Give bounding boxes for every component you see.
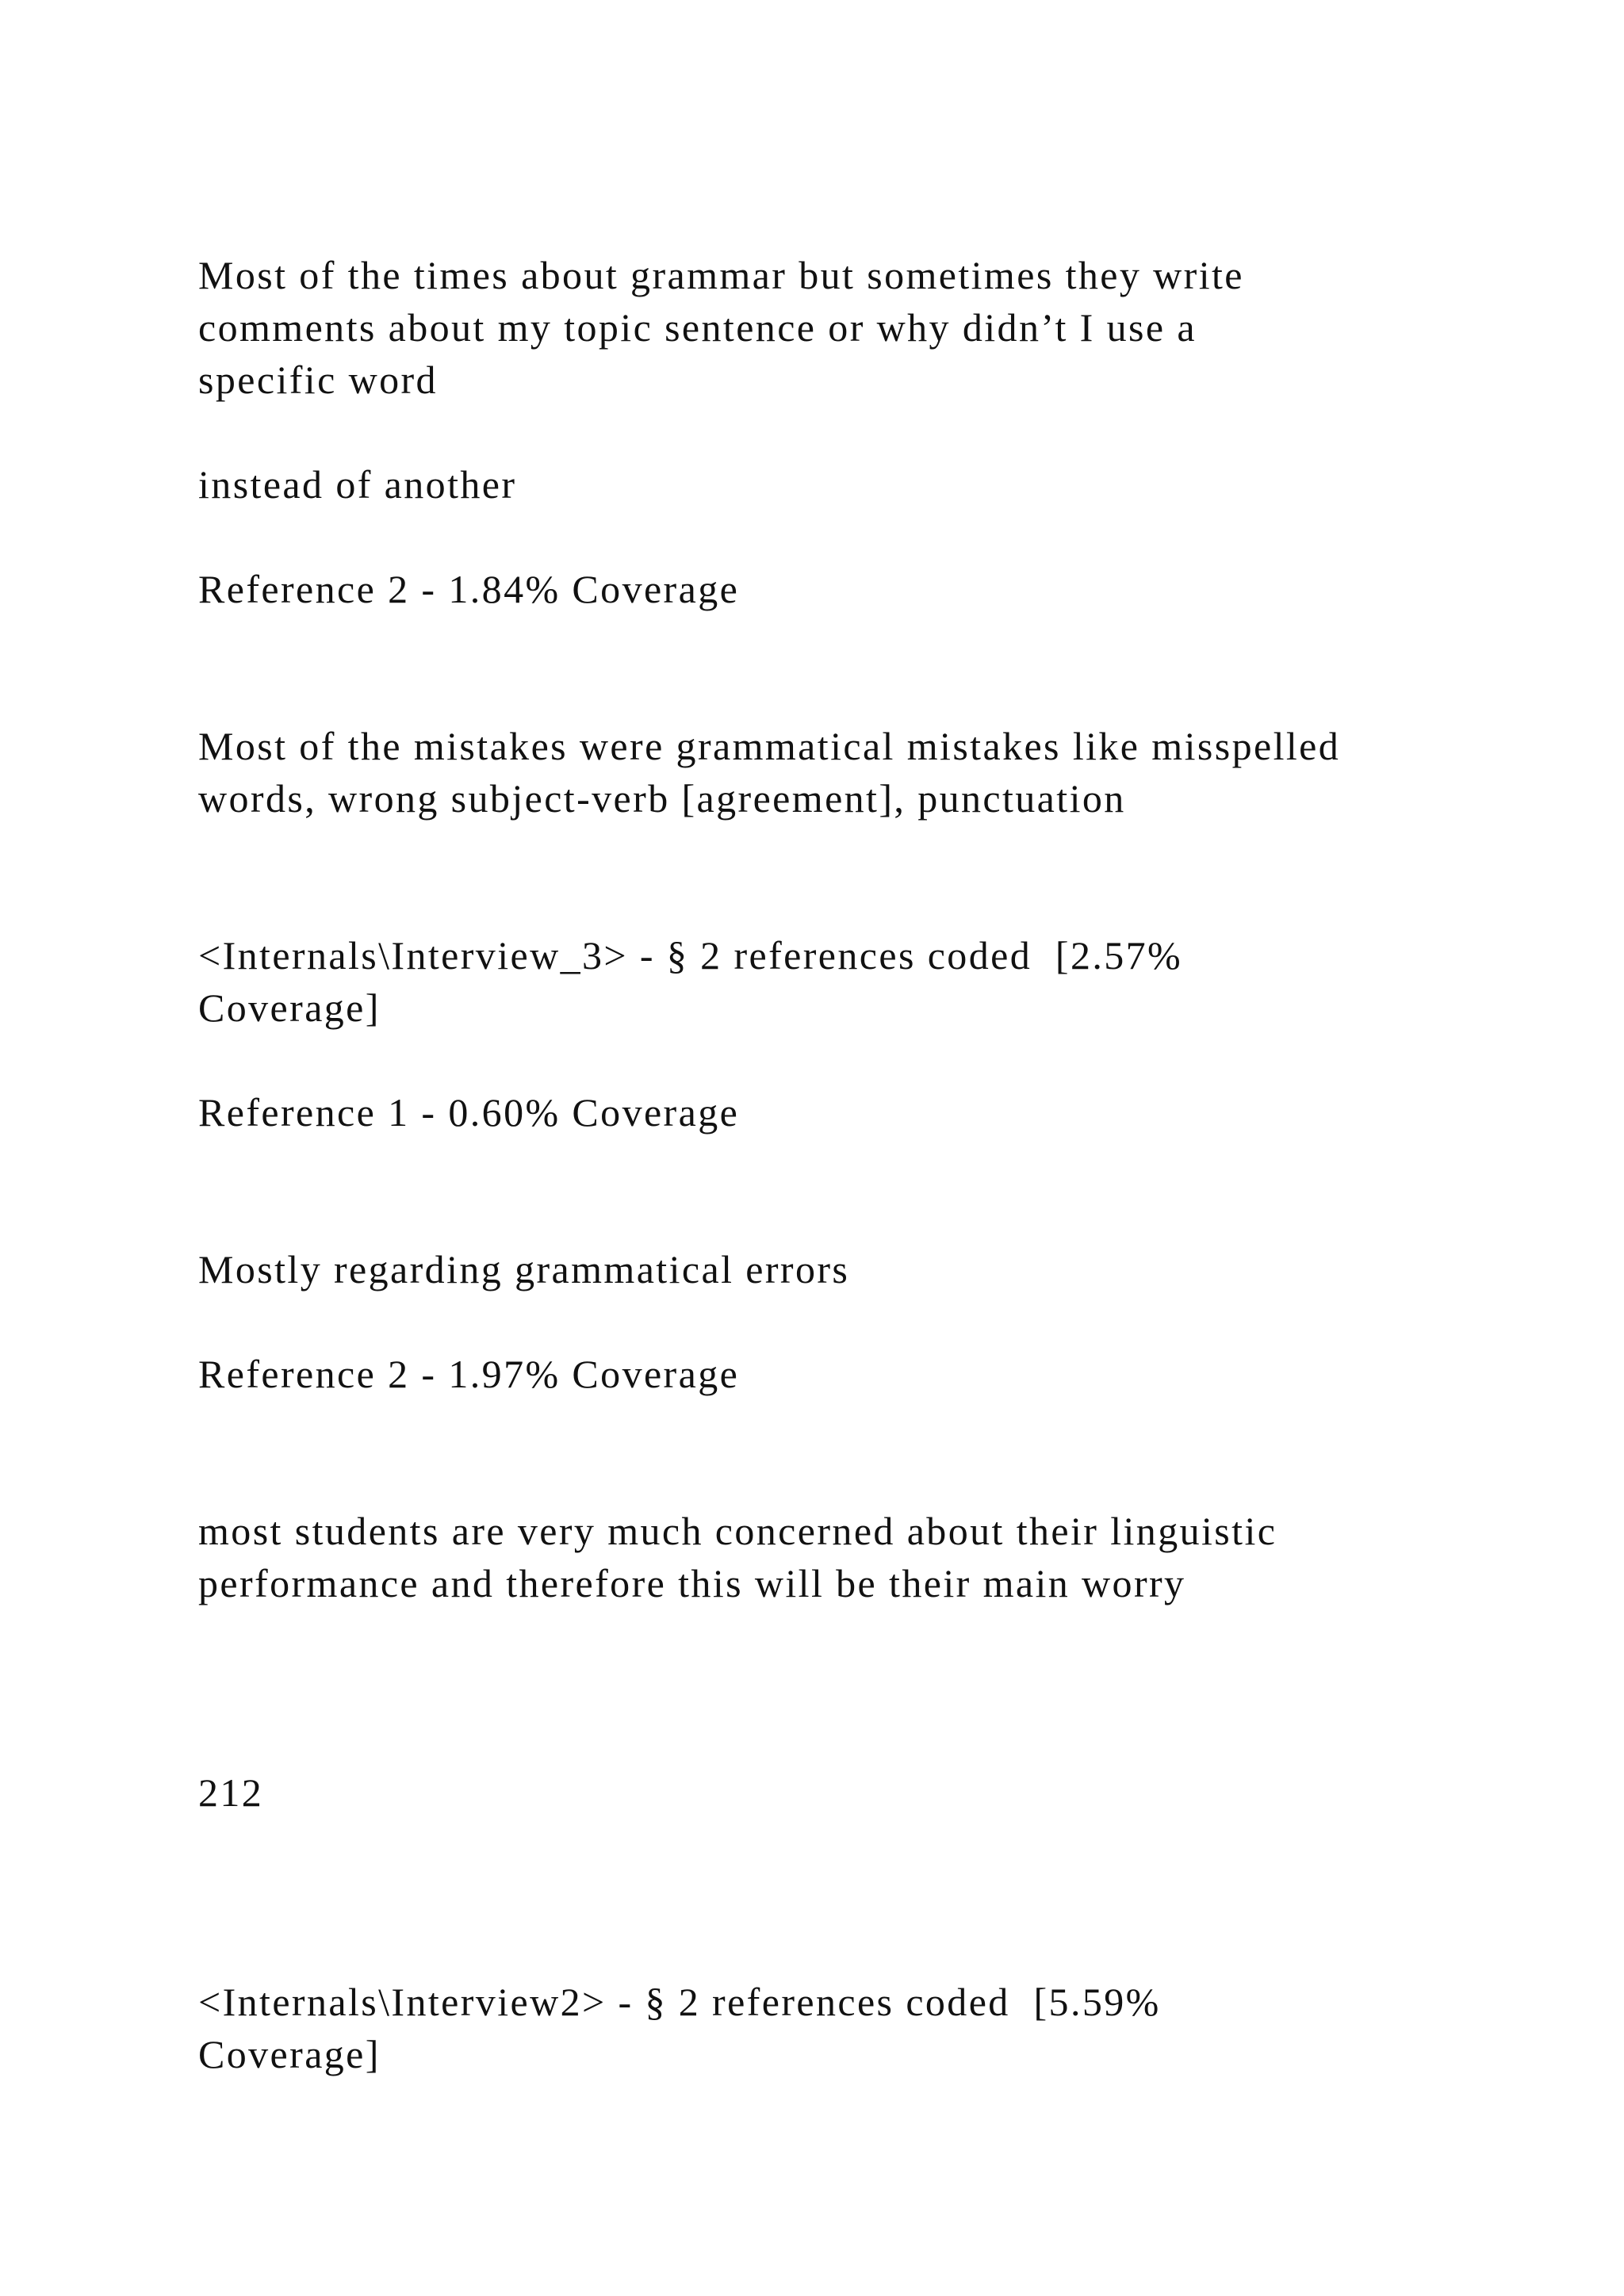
paragraph-line: Most of the times about grammar but sometimes they write (198, 253, 1244, 297)
paragraph-line: words, wrong subject-verb [agreement], punctuation (198, 776, 1126, 821)
paragraph-line: Most of the mistakes were grammatical mistakes like misspelled (198, 724, 1341, 768)
reference-heading: Reference 2 - 1.97% Coverage (198, 1352, 740, 1396)
reference-heading: Reference 1 - 0.60% Coverage (198, 1090, 740, 1135)
paragraph-line: most students are very much concerned about their linguistic (198, 1509, 1277, 1553)
paragraph-line: comments about my topic sentence or why didn’t I use a (198, 305, 1197, 350)
paragraph-line: performance and therefore this will be their main worry (198, 1561, 1186, 1605)
paragraph-line: instead of another (198, 462, 517, 507)
reference-heading: Reference 2 - 1.84% Coverage (198, 567, 740, 611)
paragraph-line: Mostly regarding grammatical errors (198, 1247, 850, 1292)
source-heading: <Internals\Interview2> - § 2 references coded [5.59% (198, 1980, 1161, 2024)
source-heading-continued: Coverage] (198, 985, 381, 1030)
source-heading: <Internals\Interview_3> - § 2 references coded [2.57% (198, 933, 1183, 978)
source-heading-continued: Coverage] (198, 2032, 381, 2076)
paragraph-line: specific word (198, 358, 438, 402)
page-number: 212 (198, 1770, 264, 1815)
